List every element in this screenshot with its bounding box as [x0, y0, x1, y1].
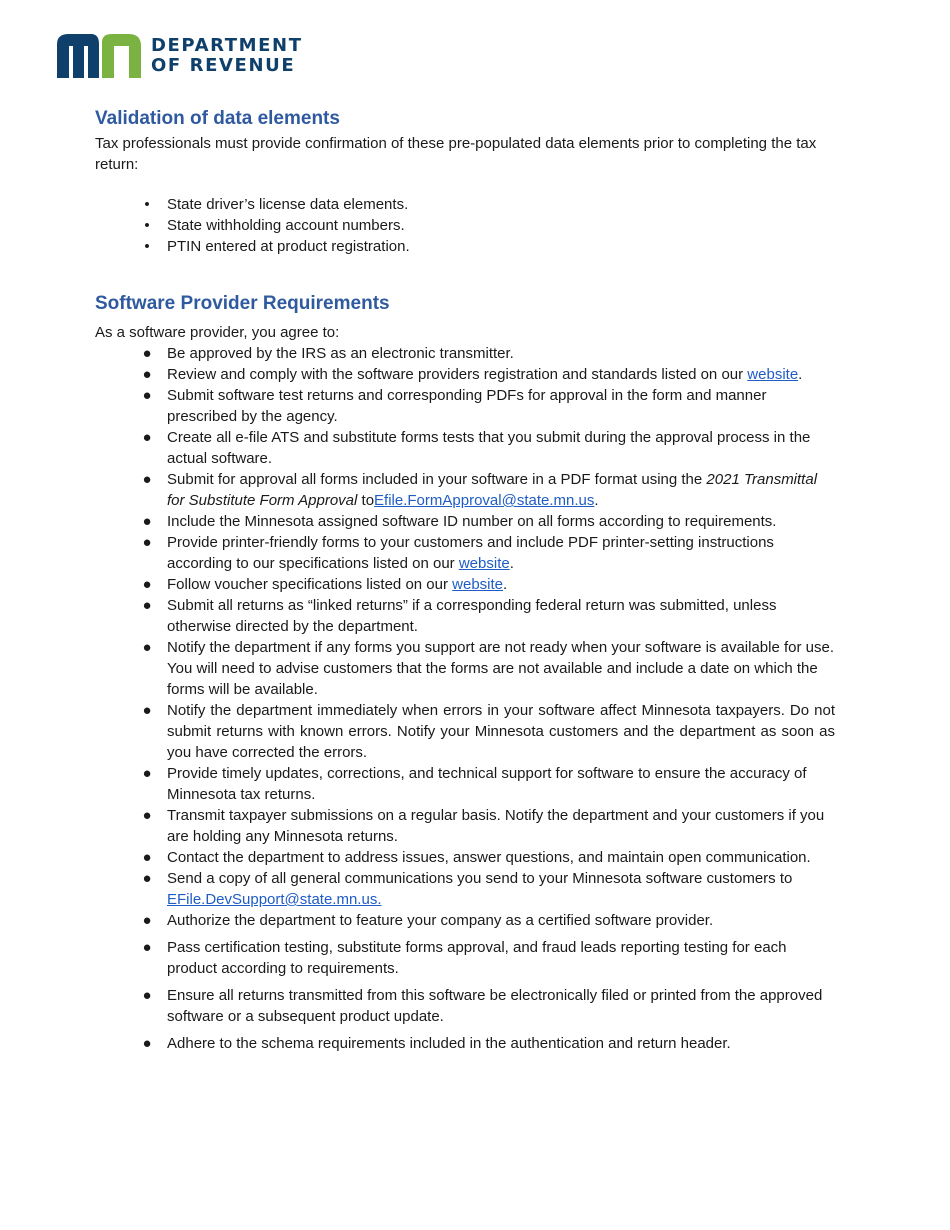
list-item: ● Send a copy of all general communications you send to your Minnesota software customers to EFile.DevSupport@state.mn.us.	[95, 868, 835, 910]
list-item: • PTIN entered at product registration.	[95, 236, 835, 257]
software-heading: Software Provider Requirements	[95, 293, 390, 314]
list-item: ● Authorize the department to feature your company as a certified software provider.	[95, 910, 835, 931]
bullet-icon: •	[144, 217, 150, 234]
website-link[interactable]: website	[458, 555, 510, 572]
list-item: ● Ensure all returns transmitted from this software be electronically filed or printed from the approved software or a subsequent product update.	[95, 985, 835, 1027]
list-item: ● Provide timely updates, corrections, and technical support for software to ensure the accuracy of Minnesota tax returns.	[95, 763, 835, 805]
website-link[interactable]: website	[747, 366, 799, 383]
list-item: ● Provide printer-friendly forms to your customers and include PDF printer-setting instructions according to our specifications listed on our website.	[95, 532, 835, 574]
list-item: ● Include the Minnesota assigned software ID number on all forms according to requirements.	[95, 511, 835, 532]
bullet-icon: ●	[142, 534, 152, 551]
bullet-icon: ●	[142, 939, 152, 956]
validation-heading: Validation of data elements	[95, 108, 340, 129]
list-item: ● Transmit taxpayer submissions on a regular basis. Notify the department and your customers if you are holding any Minnesota returns.	[95, 805, 835, 847]
logo-line-2: OF REVENUE	[151, 55, 296, 76]
list-item: ● Adhere to the schema requirements included in the authentication and return header.	[95, 1033, 835, 1054]
bullet-icon: ●	[142, 765, 152, 782]
bullet-icon: ●	[142, 387, 152, 404]
logo-line-1: DEPARTMENT	[151, 35, 303, 56]
form-approval-email-link[interactable]: Efile.FormApproval@state.mn.us	[374, 492, 595, 509]
list-item: ● Notify the department if any forms you support are not ready when your software is available for use. You will need to advise customers that the forms are not available and include a date on which the forms will be available.	[95, 637, 835, 700]
dev-support-email-link[interactable]: EFile.DevSupport@state.mn.us.	[167, 891, 382, 908]
validation-list	[95, 194, 835, 257]
bullet-icon: •	[144, 238, 150, 255]
bullet-icon: ●	[142, 597, 152, 614]
validation-intro: Tax professionals must provide confirmation of these pre-populated data elements prior to completing the tax return:	[95, 135, 817, 173]
list-item: ● Pass certification testing, substitute forms approval, and fraud leads reporting testing for each product according to requirements.	[95, 937, 835, 979]
bullet-icon: ●	[142, 870, 152, 887]
bullet-icon: ●	[142, 345, 152, 362]
list-item: ● Contact the department to address issues, answer questions, and maintain open communication.	[95, 847, 835, 868]
requirements-list	[95, 343, 835, 1054]
bullet-icon: ●	[142, 513, 152, 530]
bullet-icon: ●	[142, 702, 152, 719]
mn-revenue-logo	[57, 33, 303, 79]
list-item: ● Review and comply with the software providers registration and standards listed on our website.	[95, 364, 835, 385]
bullet-icon: •	[144, 196, 150, 213]
bullet-icon: ●	[142, 639, 152, 656]
website-link[interactable]: website	[452, 576, 504, 593]
bullet-icon: ●	[142, 849, 152, 866]
bullet-icon: ●	[142, 429, 152, 446]
mn-logo-icon	[57, 34, 141, 78]
bullet-icon: ●	[142, 576, 152, 593]
bullet-icon: ●	[142, 1035, 152, 1052]
list-item: • State driver’s license data elements.	[95, 194, 835, 215]
bullet-icon: ●	[142, 912, 152, 929]
list-item: • State withholding account numbers.	[95, 215, 835, 236]
bullet-icon: ●	[142, 366, 152, 383]
list-item: ● Submit software test returns and corresponding PDFs for approval in the form and manner prescribed by the agency.	[95, 385, 835, 427]
software-intro: As a software provider, you agree to:	[95, 324, 340, 341]
bullet-icon: ●	[142, 987, 152, 1004]
list-item: ● Notify the department immediately when errors in your software affect Minnesota taxpayers. Do not submit returns with known errors. Notify your Minnesota customers and the department as soon as you have corrected the errors.	[95, 700, 835, 763]
bullet-icon: ●	[142, 807, 152, 824]
list-item: ● Create all e-file ATS and substitute forms tests that you submit during the approval process in the actual software.	[95, 427, 835, 469]
list-item: ● Submit for approval all forms included in your software in a PDF format using the 2021 Transmittal for Substitute Form Approval toEfile.FormApproval@state.mn.us.	[95, 469, 835, 511]
list-item: ● Submit all returns as “linked returns” if a corresponding federal return was submitted, unless otherwise directed by the department.	[95, 595, 835, 637]
list-item: ● Be approved by the IRS as an electronic transmitter.	[95, 343, 835, 364]
document-body	[95, 106, 835, 1054]
bullet-icon: ●	[142, 471, 152, 488]
list-item: ● Follow voucher specifications listed on our website.	[95, 574, 835, 595]
